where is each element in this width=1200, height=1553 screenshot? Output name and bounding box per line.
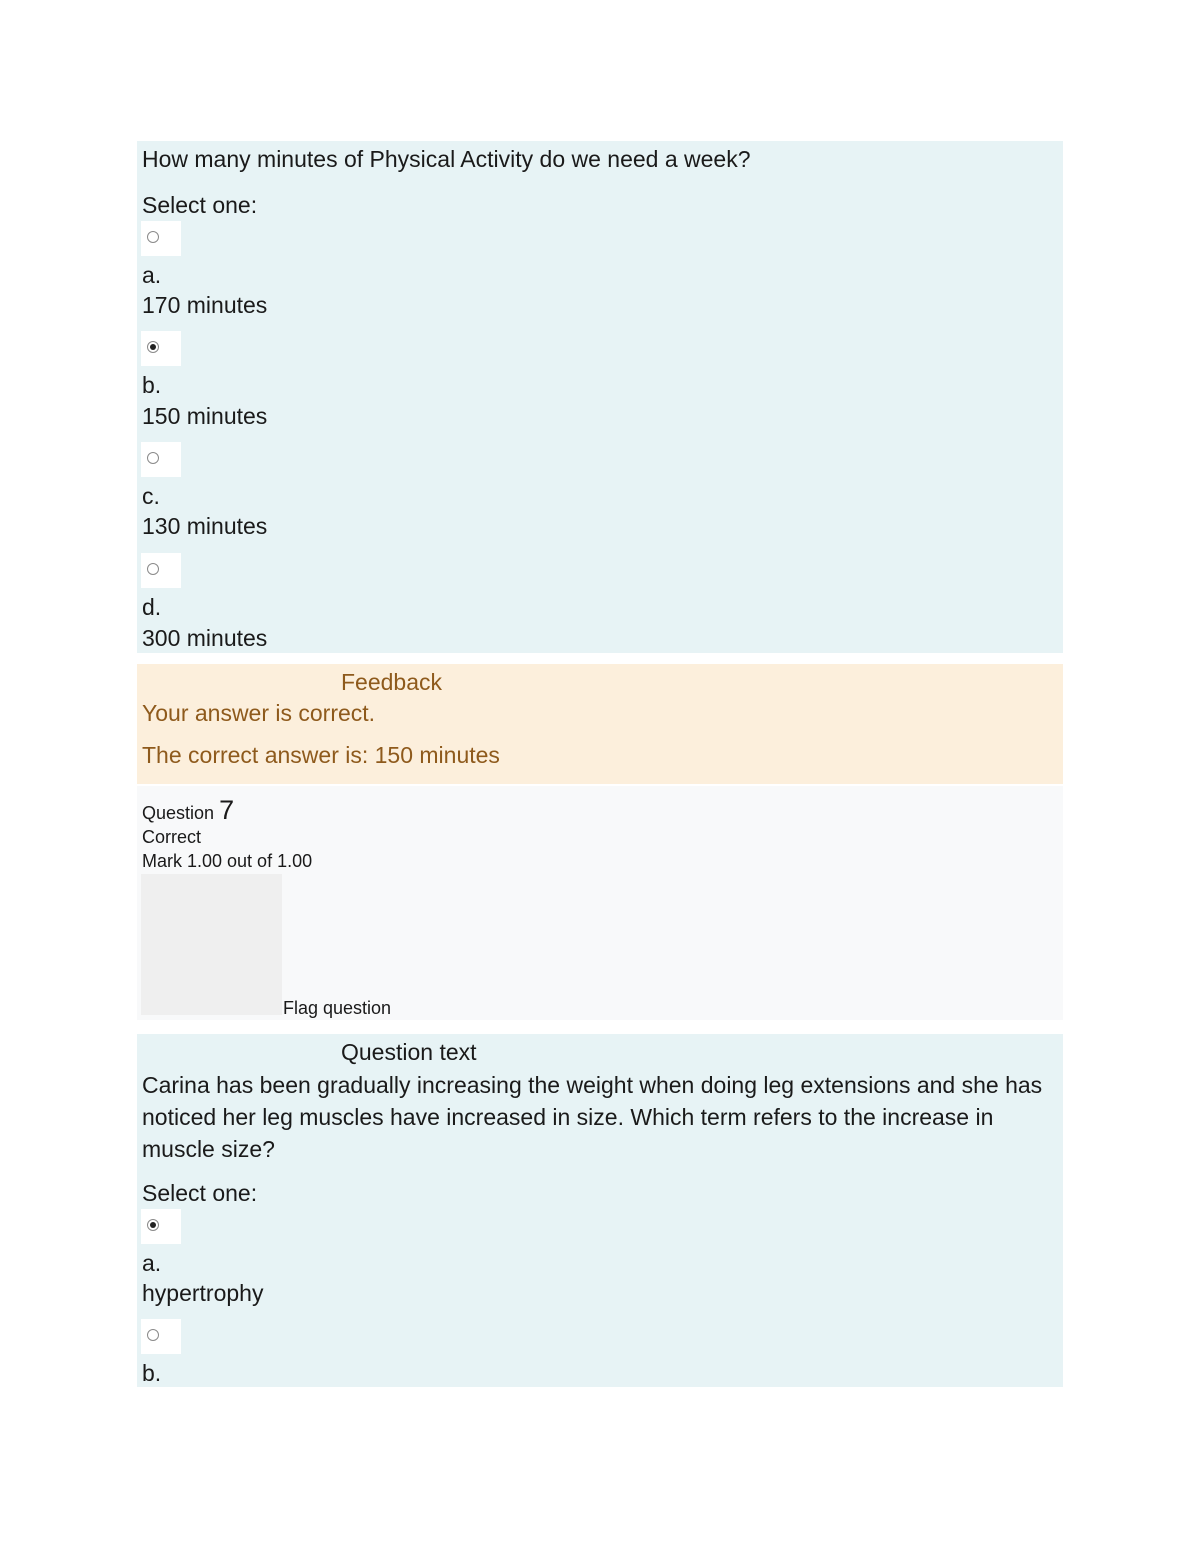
question-6-panel <box>137 141 1063 653</box>
flag-question-link[interactable]: Flag question <box>283 998 392 1018</box>
option-a-text[interactable]: hypertrophy <box>142 1280 264 1306</box>
option-c-radio-box[interactable] <box>141 442 181 477</box>
radio-checked-icon[interactable] <box>147 1219 159 1231</box>
option-a-letter: a. <box>142 262 162 288</box>
option-d-radio-box[interactable] <box>141 553 181 588</box>
select-one-label: Select one: <box>142 192 258 218</box>
option-c-text[interactable]: 130 minutes <box>142 513 268 539</box>
option-b-letter: b. <box>142 372 162 398</box>
feedback-result: Your answer is correct. <box>142 700 376 726</box>
question-status: Correct <box>142 827 202 847</box>
option-d-letter: d. <box>142 594 162 620</box>
option-d-text[interactable]: 300 minutes <box>142 625 268 651</box>
radio-icon[interactable] <box>147 452 159 464</box>
feedback-correct-answer: The correct answer is: 150 minutes <box>142 742 500 768</box>
option-a-radio-box[interactable] <box>141 1209 181 1244</box>
question-number-heading <box>142 794 234 829</box>
radio-checked-icon[interactable] <box>147 341 159 353</box>
question-label: Question <box>142 803 215 823</box>
question-text-heading: Question text <box>341 1039 477 1065</box>
select-one-label: Select one: <box>142 1180 258 1206</box>
question-mark: Mark 1.00 out of 1.00 <box>142 851 313 871</box>
option-c-letter: c. <box>142 483 160 509</box>
option-b-radio-box[interactable] <box>141 1319 181 1354</box>
question-number: 7 <box>219 795 235 825</box>
radio-icon[interactable] <box>147 231 159 243</box>
feedback-title: Feedback <box>341 669 443 695</box>
option-b-text[interactable]: 150 minutes <box>142 403 268 429</box>
question-6-text: How many minutes of Physical Activity do we need a week? <box>142 146 751 172</box>
flag-icon[interactable] <box>141 874 282 1015</box>
question-7-text: Carina has been gradually increasing the weight when doing leg extensions and she has noticed her leg muscles have increased in size. Which term refers to the increase in muscle size? <box>142 1072 1043 1162</box>
option-a-radio-box[interactable] <box>141 221 181 256</box>
radio-icon[interactable] <box>147 563 159 575</box>
option-a-letter: a. <box>142 1250 162 1276</box>
question-7-info-panel <box>137 786 1063 1020</box>
option-b-radio-box[interactable] <box>141 331 181 366</box>
question-7-panel <box>137 1034 1063 1387</box>
option-b-letter: b. <box>142 1360 162 1386</box>
radio-icon[interactable] <box>147 1329 159 1341</box>
feedback-panel <box>137 664 1063 784</box>
option-a-text[interactable]: 170 minutes <box>142 292 268 318</box>
